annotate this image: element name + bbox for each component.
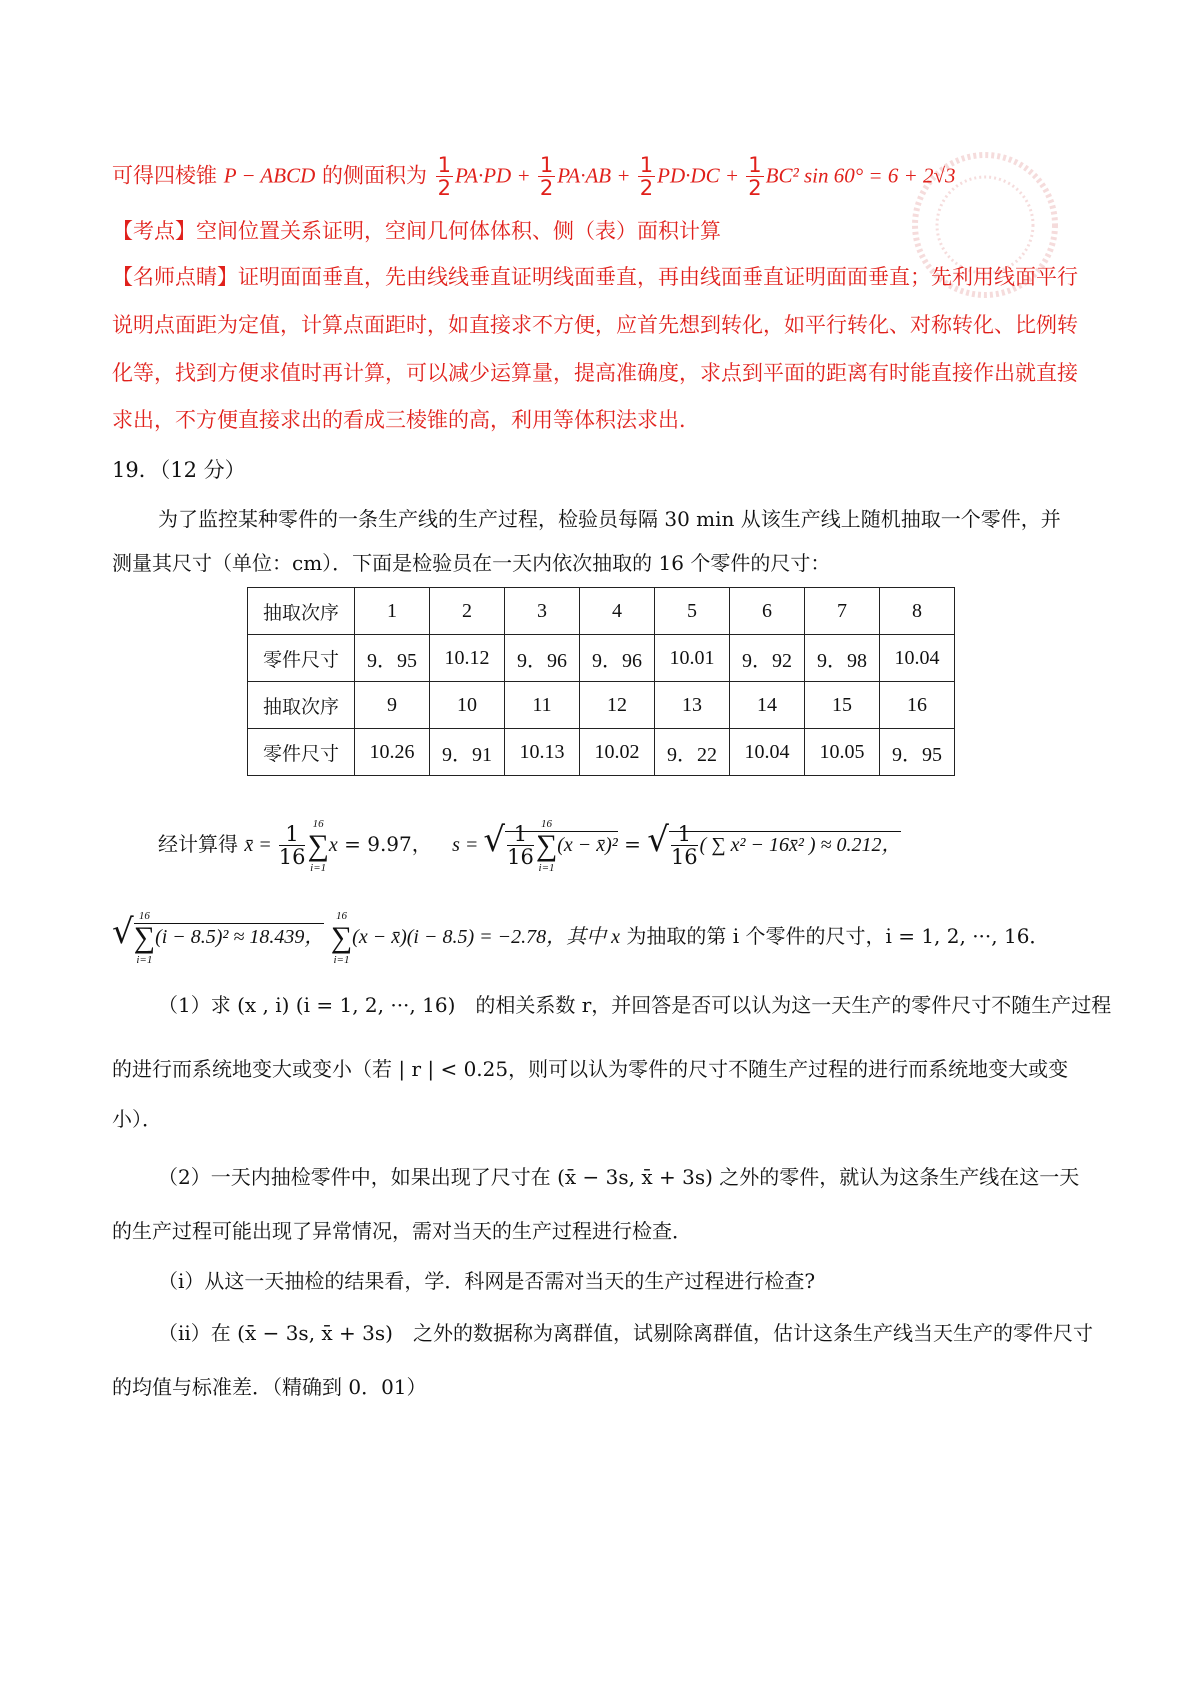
table-cell: 9．96: [580, 635, 655, 682]
question-2-line-1: （2）一天内抽检零件中，如果出现了尺寸在 (x̄ − 3s, x̄ + 3s) 之外的零件，就认为这条生产线在这一天: [158, 1165, 1080, 1189]
table-cell: 11: [505, 682, 580, 729]
question-1-line-2: 的进行而系统地变大或变小（若 | r | < 0.25，则可以认为零件的尺寸不随生产过程的进行而系统地变大或变: [112, 1057, 1069, 1081]
table-cell: 10: [430, 682, 505, 729]
std-symbol: s =: [452, 834, 484, 856]
table-cell: 10.01: [655, 635, 730, 682]
table-cell: 9: [355, 682, 430, 729]
table-cell: 10.02: [580, 729, 655, 776]
table-cell: 3: [505, 588, 580, 635]
sum-sign-icon: 16 ∑ i=1: [535, 817, 558, 874]
mingshi-line-3: 化等，找到方便求值时再计算，可以减少运算量，提高准确度，求点到平面的距离有时能直接作出就直接: [112, 361, 1078, 385]
problem-intro-1: 为了监控某种零件的一条生产线的生产过程，检验员每隔 30 min 从该生产线上随机抽取一个零件，并: [158, 507, 1061, 531]
fraction-one-sixteenth: $\frac{1}{16}$: [507, 822, 534, 869]
table-cell: 4: [580, 588, 655, 635]
table-cell: 16: [880, 682, 955, 729]
table-cell: 9．98: [805, 635, 880, 682]
table-cell: 9．91: [430, 729, 505, 776]
calc-prefix: 经计算得: [158, 832, 245, 856]
table-cell: 14: [730, 682, 805, 729]
variance-alt-term: ( ∑ x² − 16x̄² ) ≈ 0.212，: [699, 834, 902, 856]
fraction-one-sixteenth: $\frac{1}{16}$: [278, 822, 306, 869]
fraction-half: $\frac{1}{2}$: [539, 153, 554, 200]
table-cell: 10.05: [805, 729, 880, 776]
statistics-line-1: [158, 800, 1148, 880]
row-label-size: 零件尺寸: [248, 635, 355, 682]
table-row: [248, 588, 955, 635]
table-cell: 13: [655, 682, 730, 729]
question-2-i: （ⅰ）从这一天抽检的结果看，学．科网是否需对当天的生产过程进行检查?: [158, 1269, 816, 1293]
problem-number: 19．（12 分）: [112, 458, 246, 482]
question-2-ii-line-2: 的均值与标准差．（精确到 0．01）: [112, 1375, 427, 1399]
kaodian-line: 【考点】空间位置关系证明，空间几何体体积、侧（表）面积计算: [112, 219, 721, 243]
table-cell: 9．92: [730, 635, 805, 682]
sqrt-icon: √: [483, 820, 506, 860]
table-cell: 10.04: [730, 729, 805, 776]
table-cell: 7: [805, 588, 880, 635]
table-row: [248, 635, 955, 682]
table-cell: 10.04: [880, 635, 955, 682]
xi-symbol: x: [328, 834, 338, 856]
table-cell: 6: [730, 588, 805, 635]
table-cell: 10.13: [505, 729, 580, 776]
covariance-term: (x − x̄)(i − 8.5) = −2.78，其中 x: [352, 926, 620, 948]
table-cell: 10.12: [430, 635, 505, 682]
mingshi-line-1: 【名师点睛】证明面面垂直，先由线线垂直证明线面垂直，再由线面垂直证明面面垂直；先利用线面平行: [112, 265, 1078, 289]
question-2-ii-line-1: （ⅱ）在 (x̄ − 3s, x̄ + 3s) 之外的数据称为离群值，试剔除离群值，估计这条生产线当天生产的零件尺寸: [158, 1321, 1093, 1345]
expr-term: PA·PD +: [455, 163, 536, 188]
question-1-line-3: 小）．: [112, 1107, 162, 1131]
mingshi-line-2: 说明点面距为定值，计算点面距时，如直接求不方便，应首先想到转化，如平行转化、对称转化、比例转: [112, 313, 1078, 337]
expr-term: PA·AB +: [557, 163, 636, 188]
sum-sign-icon: 16 ∑ i=1: [133, 909, 156, 966]
table-cell: 9．22: [655, 729, 730, 776]
table-row: [248, 729, 955, 776]
equals-sign: =: [617, 832, 648, 856]
table-cell: 2: [430, 588, 505, 635]
fraction-half: $\frac{1}{2}$: [639, 153, 654, 200]
table-cell: 9．95: [880, 729, 955, 776]
table-cell: 12: [580, 682, 655, 729]
fraction-half: $\frac{1}{2}$: [748, 153, 762, 200]
table-cell: 10.26: [355, 729, 430, 776]
mingshi-line-4: 求出，不方便直接求出的看成三棱锥的高，利用等体积法求出．: [112, 408, 700, 432]
solution-lateral-area-line: [112, 154, 1102, 199]
expr-term: PD·DC +: [657, 163, 745, 188]
table-cell: 9．96: [505, 635, 580, 682]
fraction-half: $\frac{1}{2}$: [437, 153, 451, 200]
pyramid-name: P − ABCD: [223, 163, 316, 188]
solution-text: 的侧面积为: [315, 163, 434, 188]
solution-text: 可得四棱锥: [112, 163, 224, 188]
index-variance-term: (i − 8.5)² ≈ 18.439，: [155, 926, 325, 948]
sum-sign-icon: 16 ∑ i=1: [307, 817, 329, 874]
covariance-note: 为抽取的第 i 个零件的尺寸，i = 1, 2, ···, 16．: [619, 924, 1050, 948]
measurement-table: [247, 587, 955, 776]
variance-term: (x − x̄)²: [557, 834, 618, 856]
table-cell: 9．95: [355, 635, 430, 682]
problem-intro-2: 测量其尺寸（单位：cm）．下面是检验员在一天内依次抽取的 16 个零件的尺寸：: [112, 551, 831, 575]
sum-sign-icon: 16 ∑ i=1: [330, 909, 353, 966]
fraction-one-sixteenth: $\frac{1}{16}$: [670, 822, 698, 869]
table-cell: 8: [880, 588, 955, 635]
table-cell: 5: [655, 588, 730, 635]
statistics-line-2: [112, 892, 1102, 972]
row-label-order: 抽取次序: [248, 588, 355, 635]
table-cell: 1: [355, 588, 430, 635]
mean-value: = 9.97，: [337, 832, 432, 856]
expr-term: BC² sin 60° = 6 + 2√3: [765, 163, 956, 188]
row-label-size: 零件尺寸: [248, 729, 355, 776]
table-cell: 15: [805, 682, 880, 729]
row-label-order: 抽取次序: [248, 682, 355, 729]
table-row: [248, 682, 955, 729]
sqrt-icon: √: [647, 820, 669, 860]
question-2-line-2: 的生产过程可能出现了异常情况，需对当天的生产过程进行检查．: [112, 1219, 692, 1243]
sqrt-icon: √: [112, 912, 134, 952]
mean-symbol: x̄ =: [244, 834, 277, 856]
question-1-line-1: （1）求 (x , i) (i = 1, 2, ···, 16) 的相关系数 r，并回答是否可以认为这一天生产的零件尺寸不随生产过程: [158, 993, 1112, 1017]
